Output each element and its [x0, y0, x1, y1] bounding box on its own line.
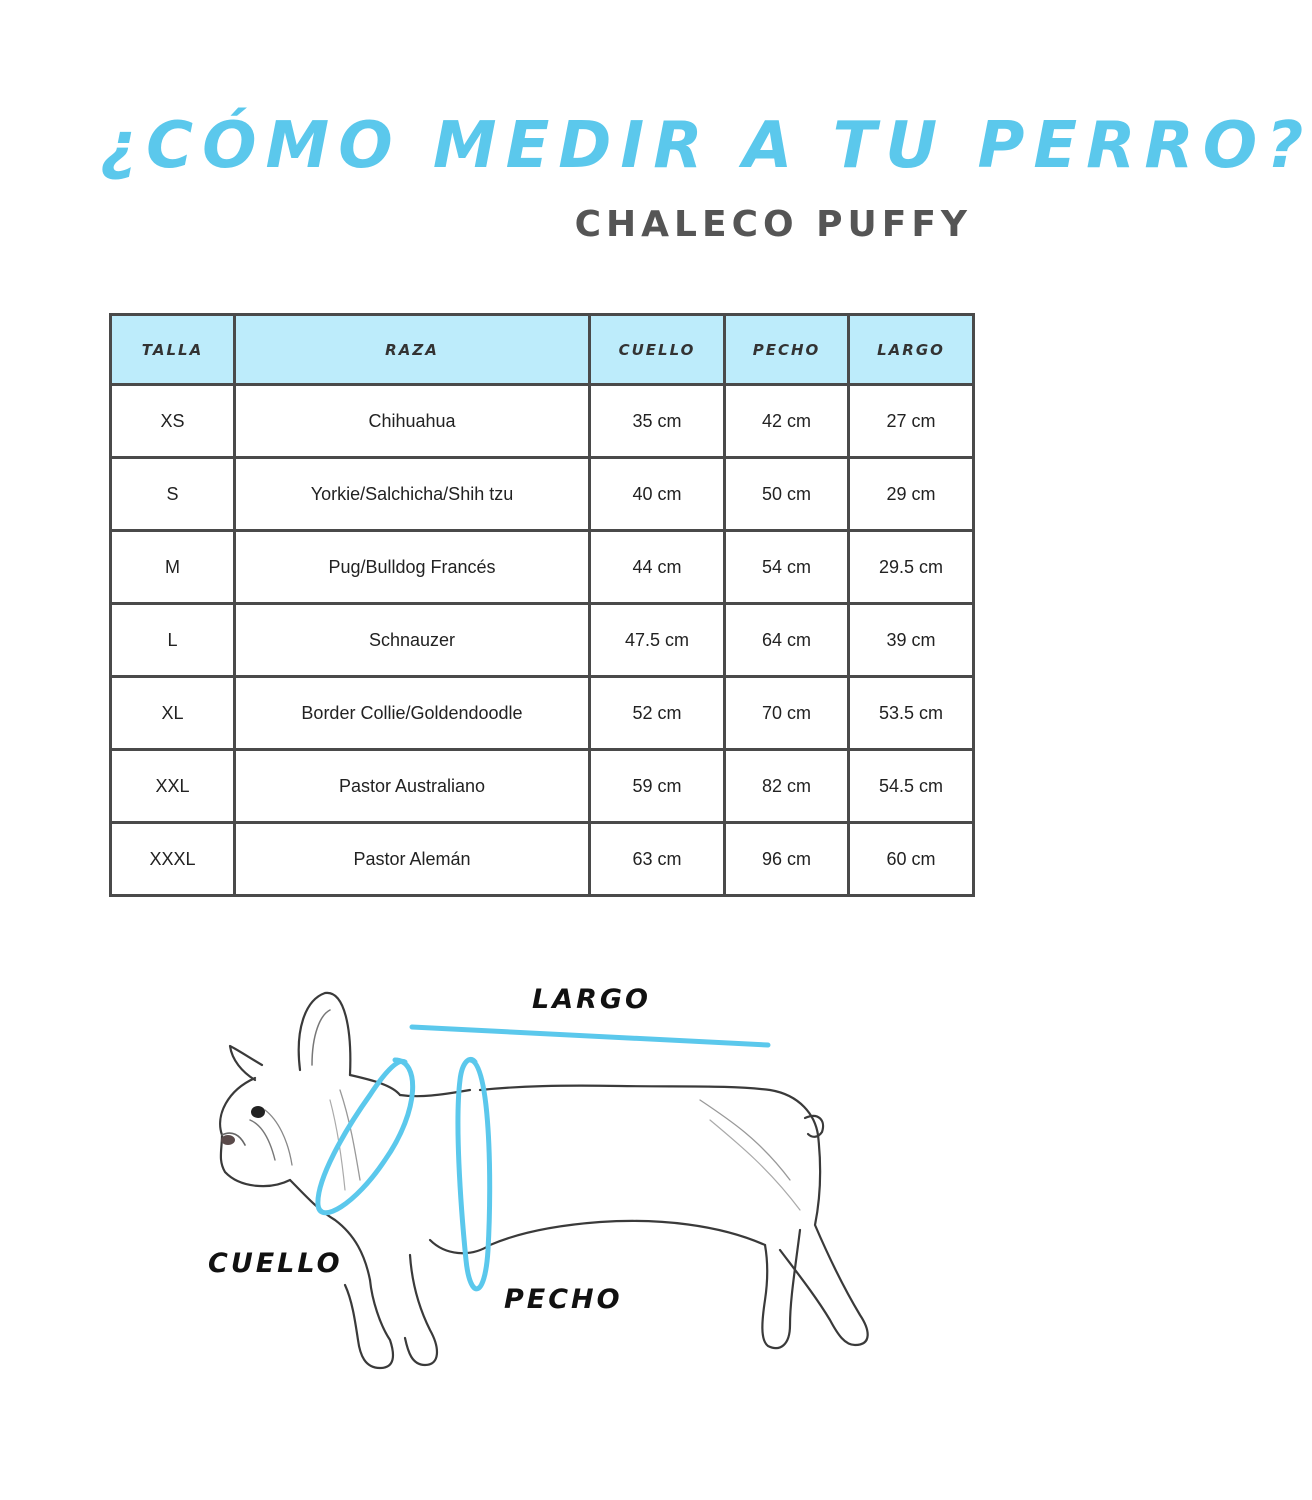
table-row: [111, 531, 974, 604]
cell-talla: XL: [111, 677, 235, 750]
cell-raza: Schnauzer: [235, 604, 590, 677]
header-talla: TALLA: [111, 315, 235, 385]
cell-talla: L: [111, 604, 235, 677]
cell-raza: Pastor Australiano: [235, 750, 590, 823]
cell-raza: Pastor Alemán: [235, 823, 590, 896]
cell-cuello: 40 cm: [590, 458, 725, 531]
cell-pecho: 70 cm: [725, 677, 849, 750]
cell-pecho: 50 cm: [725, 458, 849, 531]
cell-cuello: 59 cm: [590, 750, 725, 823]
cell-largo: 60 cm: [849, 823, 974, 896]
cell-pecho: 82 cm: [725, 750, 849, 823]
cell-raza: Pug/Bulldog Francés: [235, 531, 590, 604]
page-title: ¿CÓMO MEDIR A TU PERRO?: [100, 109, 1312, 183]
cell-cuello: 47.5 cm: [590, 604, 725, 677]
cell-cuello: 44 cm: [590, 531, 725, 604]
header-largo: LARGO: [849, 315, 974, 385]
page-subtitle: CHALECO PUFFY: [574, 204, 972, 245]
table-row: [111, 385, 974, 458]
cell-pecho: 64 cm: [725, 604, 849, 677]
cell-raza: Yorkie/Salchicha/Shih tzu: [235, 458, 590, 531]
cell-pecho: 54 cm: [725, 531, 849, 604]
size-table: [109, 313, 975, 897]
cell-largo: 27 cm: [849, 385, 974, 458]
cell-talla: S: [111, 458, 235, 531]
label-cuello: CUELLO: [208, 1248, 343, 1279]
cell-talla: XXL: [111, 750, 235, 823]
label-largo: LARGO: [532, 984, 652, 1015]
cell-cuello: 63 cm: [590, 823, 725, 896]
cell-pecho: 96 cm: [725, 823, 849, 896]
table-row: [111, 823, 974, 896]
table-row: [111, 458, 974, 531]
table-row: [111, 677, 974, 750]
cell-largo: 39 cm: [849, 604, 974, 677]
table-header-row: [111, 315, 974, 385]
cell-largo: 29 cm: [849, 458, 974, 531]
cell-raza: Chihuahua: [235, 385, 590, 458]
cell-talla: XXXL: [111, 823, 235, 896]
table-row: [111, 750, 974, 823]
cell-cuello: 35 cm: [590, 385, 725, 458]
cell-pecho: 42 cm: [725, 385, 849, 458]
table-row: [111, 604, 974, 677]
cell-largo: 54.5 cm: [849, 750, 974, 823]
cell-raza: Border Collie/Goldendoodle: [235, 677, 590, 750]
label-pecho: PECHO: [504, 1284, 623, 1315]
cell-cuello: 52 cm: [590, 677, 725, 750]
header-pecho: PECHO: [725, 315, 849, 385]
dog-measurement-diagram: [0, 950, 1080, 1430]
header-cuello: CUELLO: [590, 315, 725, 385]
dog-illustration: [0, 950, 1080, 1430]
cell-largo: 53.5 cm: [849, 677, 974, 750]
cell-talla: M: [111, 531, 235, 604]
cell-largo: 29.5 cm: [849, 531, 974, 604]
header-raza: RAZA: [235, 315, 590, 385]
cell-talla: XS: [111, 385, 235, 458]
